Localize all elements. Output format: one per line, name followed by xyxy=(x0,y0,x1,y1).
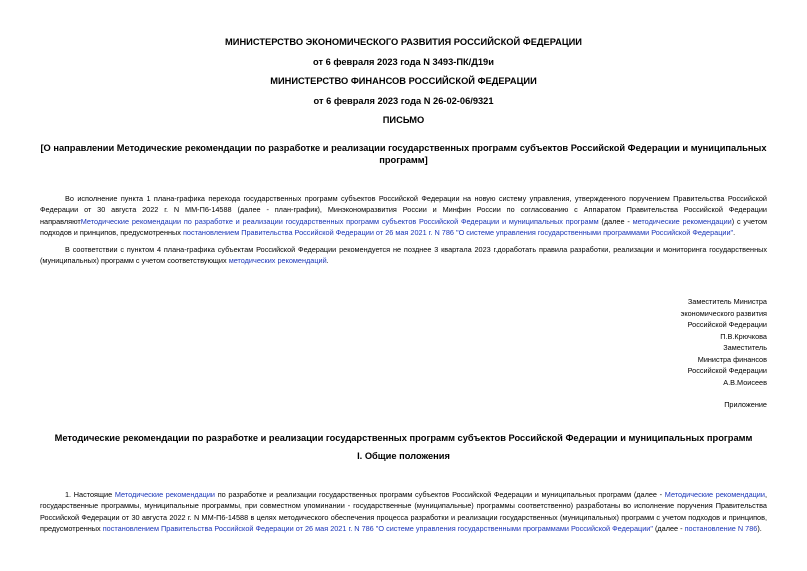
p1-text-3: ) с учетом подходов и принципов, предусмотренных xyxy=(40,216,768,238)
ap1-text-1: 1. Настоящие xyxy=(65,490,115,499)
signature-line: экономического развития xyxy=(680,308,767,318)
p1-text-1: Во исполнение пункта 1 плана-графика перехода государственных программ субъектов Российской Федерации на новую систему управления, утвержденного поручением Правительства Российской Федерации от 30 августа 2022 г. N ММ-П6-14588 (далее - план-график), Минэкономразвития России и Минфин России по согласованию с Аппаратом Правительства Российской Федерации направляют xyxy=(40,194,767,226)
letter-date-finance: от 6 февраля 2023 года N 26-02-06/9321 xyxy=(313,96,494,106)
ministry-finance-heading: МИНИСТЕРСТВО ФИНАНСОВ РОССИЙСКОЙ ФЕДЕРАЦИИ xyxy=(270,76,537,86)
document-subject-line-1: [О направлении Методические рекомендации по разработке и реализации государственных программ субъектов Российской Федерации и муниципальных xyxy=(40,143,767,153)
ap1-text-5: ). xyxy=(757,524,762,534)
body-paragraph-1 xyxy=(40,193,767,239)
appendix-title: Методические рекомендации по разработке и реализации государственных программ субъектов Российской Федерации и муниципальных программ xyxy=(54,433,753,443)
ap1-text-2: по разработке и реализации государственных программ субъектов Российской Федерации и муниципальных программ (далее - xyxy=(215,490,665,499)
section-heading: I. Общие положения xyxy=(357,451,450,461)
ap1-text-4: (далее - xyxy=(652,524,685,534)
link-resolution-786-short[interactable]: постановление N 786 xyxy=(684,524,758,534)
link-methodical-recommendations-3[interactable]: Методические рекомендации xyxy=(114,490,216,499)
document-subject-line-2: программ] xyxy=(379,155,428,165)
letter-date-economy: от 6 февраля 2023 года N 3493-ПК/Д19и xyxy=(313,57,494,67)
p2-text-2: . xyxy=(326,256,329,266)
p1-text-4: . xyxy=(733,228,736,238)
signature-line: Министра финансов xyxy=(697,354,767,364)
ministry-economy-heading: МИНИСТЕРСТВО ЭКОНОМИЧЕСКОГО РАЗВИТИЯ РОССИЙСКОЙ ФЕДЕРАЦИИ xyxy=(225,37,582,47)
signature-block-economy xyxy=(527,296,767,342)
signature-line: Российской Федерации xyxy=(687,320,767,329)
link-resolution-786-2[interactable]: постановлением Правительства Российской Федерации от 26 мая 2021 г. N 786 "О системе управления государственными программами Российской Федерации" xyxy=(102,524,653,534)
link-methodical-recommendations-4[interactable]: Методические рекомендации xyxy=(664,490,765,499)
document-type: ПИСЬМО xyxy=(382,115,425,125)
ap1-text-3: , государственные программы, муниципальные программы, при совместном упоминании - государственные (муниципальные) программы соответственно) разработаны во исполнение поручения Правительства Российской Федерации от 30 августа 2022 г. N ММ-П6-14588 в целях методического обеспечения процесса разработки и реализации государственных (муниципальных) программ с учетом подходов и принципов, предусмотренных xyxy=(40,490,767,534)
p2-text-1: В соответствии с пунктом 4 плана-графика субъектам Российской Федерации рекомендуется не позднее 3 квартала 2023 г.доработать правила разработки, реализации и мониторинга государственных (муниципальных) программ с учетом соответствующих xyxy=(40,245,767,266)
signature-line: П.В.Крючкова xyxy=(720,331,767,341)
appendix-label: Приложение xyxy=(724,400,767,409)
signature-line: Российской Федерации xyxy=(687,366,767,375)
signature-line: Заместитель Министра xyxy=(687,297,767,306)
signature-line: Заместитель xyxy=(723,343,767,352)
body-paragraph-2 xyxy=(40,244,767,267)
appendix-paragraph-1 xyxy=(40,489,767,535)
link-methodical-recommendations-2[interactable]: методических рекомендаций xyxy=(228,256,327,266)
link-methodical-recommendations[interactable]: Методические рекомендации по разработке и реализации государственных программ субъектов Российской Федерации и муниципальных программ xyxy=(80,216,599,226)
signature-block-finance xyxy=(527,342,767,388)
link-methodical-recommendations-short[interactable]: методические рекомендации xyxy=(632,216,732,226)
link-resolution-786[interactable]: постановлением Правительства Российской Федерации от 26 мая 2021 г. N 786 "О системе управления государственными программами Российской Федерации" xyxy=(182,228,734,238)
p1-text-2: (далее - xyxy=(598,216,633,226)
signature-line: А.В.Моисеев xyxy=(723,377,767,387)
